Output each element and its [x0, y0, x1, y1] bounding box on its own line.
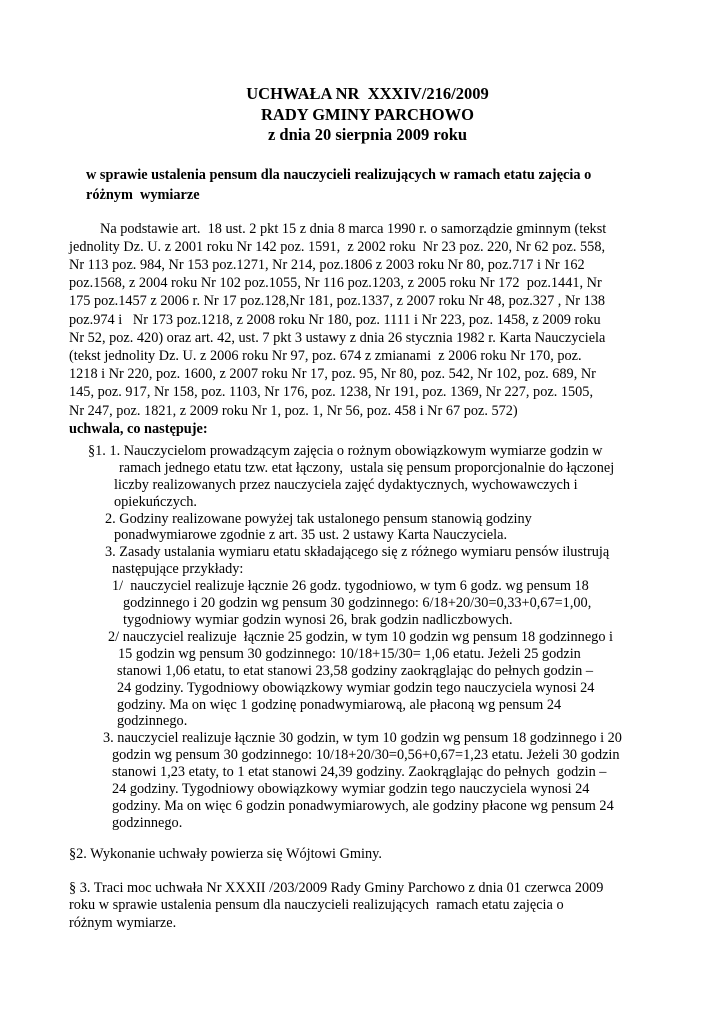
document-line: roku w sprawie ustalenia pensum dla nauczycieli realizujących ramach etatu zajęcia o — [69, 897, 564, 914]
document-line: godzinnego. — [112, 814, 183, 831]
document-line: UCHWAŁA NR XXXIV/216/2009 — [246, 84, 489, 103]
document-line: 24 godziny. Tygodniowy obowiązkowy wymiar godzin tego nauczyciela wynosi 24 — [112, 781, 590, 798]
document-line: 1/ nauczyciel realizuje łącznie 26 godz. tygodniowo, w tym 6 godz. wg pensum 18 — [112, 578, 589, 595]
document-line: 3. Zasady ustalania wymiaru etatu składającego się z różnego wymiaru pensów ilustrują — [105, 544, 610, 561]
document-line: poz.1568, z 2004 roku Nr 102 poz.1055, Nr 116 poz.1203, z 2005 roku Nr 172 poz.1441, Nr — [69, 275, 602, 292]
section-2-paragraph — [69, 846, 666, 863]
document-line: poz.974 i Nr 173 poz.1218, z 2008 roku Nr 180, poz. 1111 i Nr 223, poz. 1458, z 2009 roku — [69, 311, 601, 328]
document-line: różnym wymiarze — [86, 187, 200, 203]
document-line: jednolity Dz. U. z 2001 roku Nr 142 poz. 1591, z 2002 roku Nr 23 poz. 220, Nr 62 poz. 558, — [69, 238, 606, 255]
document-line: uchwala, co następuje: — [69, 420, 208, 437]
document-line: różnym wymiarze. — [69, 914, 177, 931]
document-line: ponadwymiarowe zgodnie z art. 35 ust. 2 ustawy Karta Nauczyciela. — [114, 527, 508, 544]
document-line: w sprawie ustalenia pensum dla nauczycieli realizujących w ramach etatu zajęcia o — [86, 166, 592, 183]
document-line: liczby realizowanych przez nauczyciela zajęć dydaktycznych, wychowawczych i — [114, 476, 578, 493]
document-line: 145, poz. 917, Nr 158, poz. 1103, Nr 176, poz. 1238, Nr 191, poz. 1369, Nr 227, poz. 1505, — [69, 384, 594, 401]
document-line: 3. nauczyciel realizuje łącznie 30 godzin, w tym 10 godzin wg pensum 18 godzinnego i 20 — [103, 730, 622, 747]
subject-block — [69, 165, 666, 206]
document-line: 24 godziny. Tygodniowy obowiązkowy wymiar godzin tego nauczyciela wynosi 24 — [117, 679, 595, 696]
document-line: Na podstawie art. 18 ust. 2 pkt 15 z dnia 8 marca 1990 r. o samorządzie gminnym (tekst — [100, 220, 607, 237]
document-line: 1218 i Nr 220, poz. 1600, z 2007 roku Nr 17, poz. 95, Nr 80, poz. 542, Nr 102, poz. 689, Nr — [69, 366, 596, 383]
document-line: Nr 113 poz. 984, Nr 153 poz.1271, Nr 214, poz.1806 z 2003 roku Nr 80, poz.717 i Nr 162 — [69, 256, 585, 273]
document-line: §1. 1. Nauczycielom prowadzącym zajęcia o rożnym obowiązkowym wymiarze godzin w — [88, 442, 603, 459]
document-line: 15 godzin wg pensum 30 godzinnego: 10/18+15/30= 1,06 etatu. Jeżeli 25 godzin — [118, 645, 581, 662]
document-line: ramach jednego etatu tzw. etat łączony, ustala się pensum proporcjonalnie do łączonej — [119, 459, 615, 476]
document-line: godzinnego. — [117, 713, 188, 730]
document-line: RADY GMINY PARCHOWO — [261, 104, 474, 124]
document-line: następujące przykłady: — [112, 561, 244, 578]
document-line: 2. Godziny realizowane powyżej tak ustalonego pensum stanowią godziny — [105, 510, 532, 527]
document-line: Nr 52, poz. 420) oraz art. 42, ust. 7 pkt 3 ustawy z dnia 26 stycznia 1982 r. Karta Nauczyciela — [69, 329, 606, 346]
legal-basis-paragraph — [69, 220, 666, 438]
document-line: 175 poz.1457 z 2006 r. Nr 17 poz.128,Nr 181, poz.1337, z 2007 roku Nr 48, poz.327 , Nr 138 — [69, 293, 606, 310]
section-3-paragraph — [69, 880, 666, 933]
document-line: § 3. Traci moc uchwała Nr XXXII /203/2009 Rady Gminy Parchowo z dnia 01 czerwca 2009 — [69, 879, 604, 896]
title-block — [69, 84, 666, 146]
document-line: godzinnego i 20 godzin wg pensum 30 godzinnego: 6/18+20/30=0,33+0,67=1,00, — [123, 595, 592, 612]
document-line: opiekuńczych. — [114, 493, 197, 510]
document-line: godziny. Ma on więc 6 godzin ponadwymiarowych, ale godziny płacone wg pensum 24 — [112, 797, 614, 814]
document-content — [69, 84, 666, 932]
document-line: (tekst jednolity Dz. U. z 2006 roku Nr 97, poz. 674 z zmianami z 2006 roku Nr 170, poz. — [69, 347, 582, 364]
document-line: godziny. Ma on więc 1 godzinę ponadwymiarową, ale płaconą wg pensum 24 — [117, 696, 562, 713]
document-line: Nr 247, poz. 1821, z 2009 roku Nr 1, poz. 1, Nr 56, poz. 458 i Nr 67 poz. 572) — [69, 402, 518, 419]
section-1-paragraph — [69, 443, 666, 832]
document-line: §2. Wykonanie uchwały powierza się Wójtowi Gminy. — [69, 845, 382, 862]
document-line: stanowi 1,06 etatu, to etat stanowi 23,58 godziny zaokrąglając do pełnych godzin – — [117, 662, 594, 679]
document-line: tygodniowy wymiar godzin wynosi 26, brak godzin nadliczbowych. — [123, 612, 513, 628]
document-line: z dnia 20 sierpnia 2009 roku — [267, 125, 468, 144]
document-line: 2/ nauczyciel realizuje łącznie 25 godzin, w tym 10 godzin wg pensum 18 godzinnego i — [108, 628, 614, 645]
document-line: stanowi 1,23 etaty, to 1 etat stanowi 24,39 godziny. Zaokrąglając do pełnych godzin – — [112, 764, 607, 781]
document-line: godzin wg pensum 30 godzinnego: 10/18+20/30=0,56+0,67=1,23 etatu. Jeżeli 30 godzin — [112, 747, 620, 764]
